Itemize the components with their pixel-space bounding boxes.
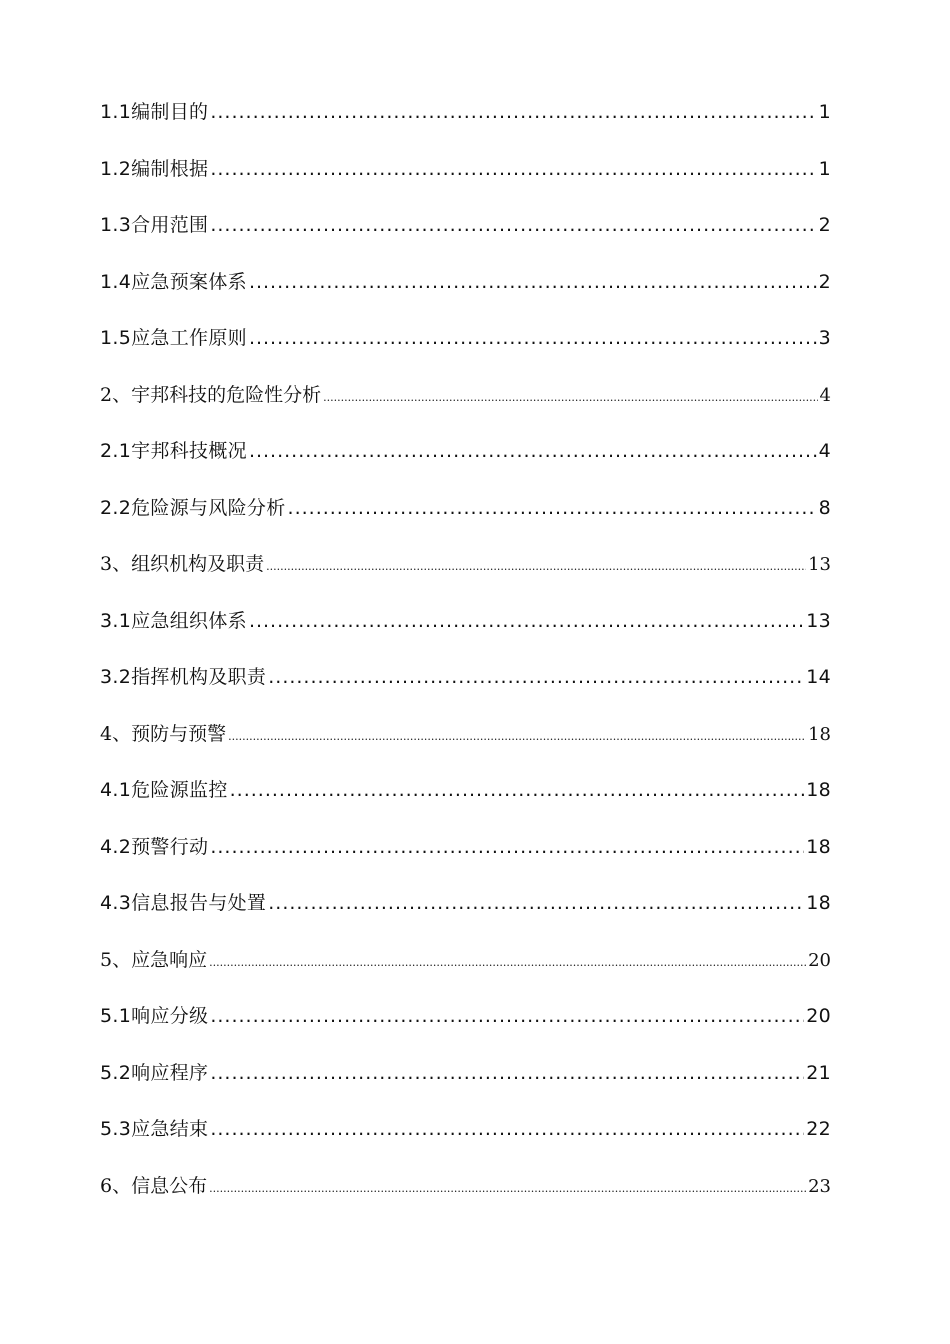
toc-dot-leader: [210, 988, 804, 1045]
toc-entry-number: 4、: [100, 722, 132, 745]
toc-dot-leader: [266, 539, 806, 596]
toc-dot-leader: [249, 593, 804, 650]
toc-entry-title: 应急工作原则: [131, 327, 247, 349]
toc-entry-number: 4.1: [100, 779, 132, 801]
toc-entry[interactable]: [100, 480, 831, 537]
toc-entry-title: 宇邦科技的危险性分析: [131, 383, 322, 406]
toc-dot-leader: [249, 310, 817, 367]
toc-entry[interactable]: [100, 649, 831, 706]
toc-entry-title: 响应程序: [131, 1061, 209, 1084]
toc-entry-title: 危险源监控: [131, 779, 228, 801]
toc-entry[interactable]: [100, 84, 831, 141]
toc-entry-number: 1.3: [100, 214, 132, 236]
toc-dot-leader: [323, 370, 817, 427]
toc-entry-number: 2.1: [100, 440, 132, 462]
toc-dot-leader: [268, 649, 804, 706]
toc-entry-title: 预警行动: [131, 835, 209, 858]
toc-dot-leader: [209, 1161, 806, 1218]
toc-entry-number: 2.2: [100, 496, 132, 519]
toc-entry-number: 1.5: [100, 327, 132, 349]
toc-entry[interactable]: [100, 1045, 831, 1102]
toc-entry-number: 3.2: [100, 666, 132, 688]
toc-entry-page: 13: [808, 554, 831, 575]
toc-entry[interactable]: [100, 254, 831, 311]
toc-entry[interactable]: [100, 1101, 831, 1158]
toc-entry-page: 18: [806, 779, 831, 801]
toc-dot-leader: [268, 875, 804, 932]
toc-entry-number: 5.2: [100, 1061, 132, 1084]
toc-entry-number: 5、: [100, 948, 132, 971]
toc-entry-page: 22: [806, 1118, 831, 1140]
toc-dot-leader: [210, 197, 816, 254]
toc-entry-number: 1.2: [100, 157, 132, 180]
toc-entry-page: 18: [808, 723, 831, 745]
toc-entry-title: 预防与预警: [131, 722, 227, 745]
toc-entry-title: 应急响应: [131, 948, 208, 971]
toc-entry-number: 3.1: [100, 609, 132, 632]
toc-entry[interactable]: [100, 762, 831, 819]
toc-dot-leader: [288, 480, 817, 537]
toc-entry[interactable]: [100, 1158, 831, 1215]
toc-entry-page: 20: [806, 1005, 831, 1027]
toc-dot-leader: [210, 141, 816, 198]
toc-entry-page: 2: [818, 270, 831, 293]
toc-entry[interactable]: [100, 141, 831, 198]
toc-entry-number: 5.1: [100, 1005, 132, 1027]
toc-entry-title: 编制目的: [131, 101, 209, 123]
toc-entry[interactable]: [100, 988, 831, 1045]
toc-entry-number: 1.1: [100, 101, 132, 123]
toc-dot-leader: [249, 254, 817, 311]
toc-entry-page: 23: [808, 1175, 831, 1197]
toc-dot-leader: [210, 84, 816, 141]
toc-entry-number: 4.3: [100, 892, 132, 914]
toc-entry-title: 响应分级: [131, 1005, 209, 1027]
toc-entry-number: 2、: [100, 383, 132, 406]
toc-entry[interactable]: [100, 367, 831, 424]
toc-entry-title: 应急预案体系: [131, 270, 247, 293]
toc-entry-title: 编制根据: [131, 157, 209, 180]
toc-entry-number: 5.3: [100, 1118, 132, 1140]
toc-entry-page: 18: [806, 835, 831, 858]
toc-entry-number: 3、: [100, 553, 132, 575]
toc-entry-page: 2: [818, 214, 831, 236]
toc-dot-leader: [209, 935, 806, 992]
toc-entry-title: 信息公布: [131, 1174, 208, 1197]
toc-dot-leader: [230, 762, 805, 819]
toc-entry-page: 18: [806, 892, 831, 914]
toc-entry-page: 4: [818, 440, 831, 462]
toc-entry-page: 1: [818, 157, 831, 180]
toc-entry[interactable]: [100, 706, 831, 763]
toc-dot-leader: [210, 1045, 804, 1102]
toc-entry-title: 合用范围: [131, 214, 209, 236]
toc-entry-title: 应急组织体系: [131, 609, 247, 632]
toc-entry-page: 14: [806, 666, 831, 688]
toc-dot-leader: [210, 1101, 804, 1158]
toc-entry-title: 组织机构及职责: [131, 553, 265, 575]
toc-entry[interactable]: [100, 593, 831, 650]
toc-entry[interactable]: [100, 536, 831, 593]
toc-entry-title: 信息报告与处置: [131, 892, 267, 914]
toc-entry[interactable]: [100, 819, 831, 876]
toc-entry-page: 4: [819, 384, 831, 406]
toc-entry-title: 危险源与风险分析: [131, 496, 286, 519]
toc-entry-number: 6、: [100, 1174, 132, 1197]
toc-entry[interactable]: [100, 310, 831, 367]
toc-entry[interactable]: [100, 932, 831, 989]
toc-dot-leader: [228, 709, 806, 766]
toc-entry-page: 21: [806, 1061, 831, 1084]
toc-entry-title: 应急结束: [131, 1118, 209, 1140]
toc-entry-page: 3: [818, 327, 831, 349]
toc-entry-page: 1: [818, 101, 831, 123]
toc-entry-page: 20: [808, 949, 831, 971]
toc-dot-leader: [249, 423, 817, 480]
toc-entry[interactable]: [100, 197, 831, 254]
toc-entry-number: 4.2: [100, 835, 132, 858]
toc-entry-number: 1.4: [100, 270, 132, 293]
toc-entry-page: 8: [818, 496, 831, 519]
toc-entry-page: 13: [806, 609, 831, 632]
toc-entry-title: 宇邦科技概况: [131, 440, 247, 462]
table-of-contents: [100, 84, 831, 1214]
toc-entry[interactable]: [100, 423, 831, 480]
toc-dot-leader: [210, 819, 804, 876]
toc-entry[interactable]: [100, 875, 831, 932]
toc-entry-title: 指挥机构及职责: [131, 666, 267, 688]
